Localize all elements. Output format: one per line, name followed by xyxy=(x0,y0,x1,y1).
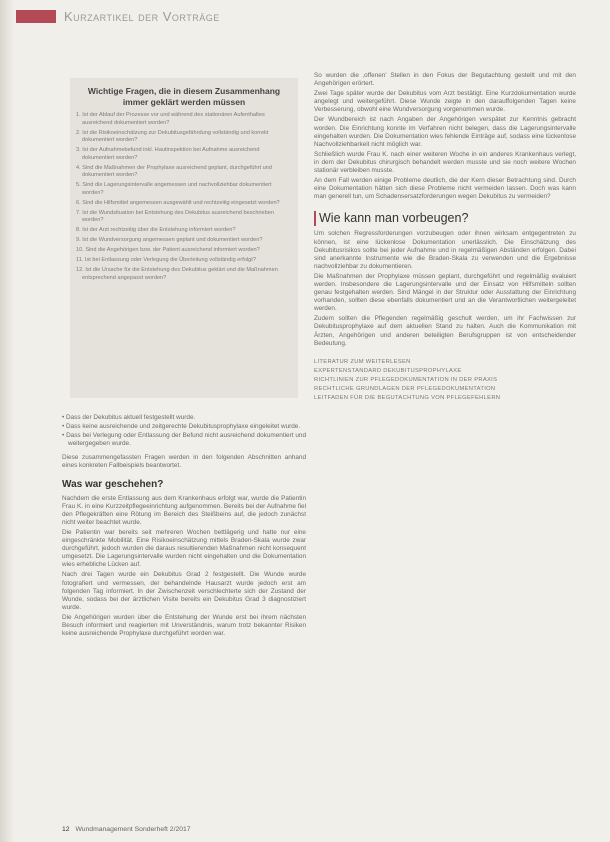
reference-list xyxy=(314,358,576,403)
body-paragraph: Die Maßnahmen der Prophylaxe müssen geplant, durchgeführt und regelmäßig evaluiert werden. Insbesondere die Lagerungsintervalle und der Einsatz von Hilfsmitteln sollten genau festgehalten werden. Sind Mängel in der Struktur oder Ausstattung der Einrichtung vorhanden, sollten diese ebenfalls dokumentiert und an die Verantwortlichen weitergeleitet werden. xyxy=(314,272,576,313)
body-paragraph: Um solchen Regressforderungen vorzubeugen oder ihnen wirksam entgegentreten zu können, ist eine lückenlose Dokumentation unerlässlich. Die Einschätzung des Dekubitusrisikos sollte bei jeder Aufnahme und in regelmäßigen Abständen erfolgen. Dabei sind anerkannte Instrumente wie die Braden-Skala zu verwenden und die Ergebnisse nachvollziehbar zu dokumentieren. xyxy=(314,230,576,270)
info-box-title: Wichtige Fragen, die in diesem Zusammenhang immer geklärt werden müssen xyxy=(87,86,281,107)
info-box-item: 11. Ist bei Entlassung oder Verlegung die Überleitung vollständig erfolgt? xyxy=(76,257,256,264)
body-paragraph: Nach drei Tagen wurde ein Dekubitus Grad 2 festgestellt. Die Wunde wurde fotografiert und vermessen, der behandelnde Hausarzt wurde jedoch erst am folgenden Tag informiert. In der Zwischenzeit verschlechterte sich der Zustand der Wunde, sodass bei der ärztlichen Visite bereits ein Dekubitus Grad 3 diagnostiziert wurde. xyxy=(62,571,306,611)
left-paragraphs xyxy=(62,495,306,639)
info-box-item: 9. Ist die Wundversorgung angemessen geplant und dokumentiert worden? xyxy=(76,237,263,244)
section-heading-prevention: Wie kann man vorbeugen? xyxy=(314,211,576,226)
body-paragraph: Zwei Tage später wurde der Dekubitus vom Arzt bestätigt. Eine Kurzdokumentation wurde angelegt und weitergeführt. Diese Wunde zeigte in den darauffolgenden Tagen keine Verbesserung, obwohl eine Wundversorgung vorgenommen wurde. xyxy=(314,90,576,114)
info-box-item: 5. Sind die Lagerungsintervalle angemessen und nachvollziehbar dokumentiert worden? xyxy=(76,182,272,196)
left-bullet-item: • Dass keine ausreichende und zeitgerechte Dekubitusprophylaxe eingeleitet wurde. xyxy=(62,423,306,431)
info-box-item: 2. Ist die Risikoeinschätzung zur Dekubitusgefährdung vollständig und korrekt dokumentiert worden? xyxy=(76,129,269,144)
body-paragraph: Nachdem die erste Entlassung aus dem Krankenhaus erfolgt war, wurde die Patientin Frau K. in eine Kurzzeitpflegeeinrichtung aufgenommen. Bereits bei der Aufnahme fiel den Pflegekräften eine Rötung im Bereich des Steißbeins auf, die jedoch zunächst nicht weiter beachtet wurde. xyxy=(62,494,306,526)
info-box-list xyxy=(76,112,292,285)
running-header: Kurzartikel der Vorträge xyxy=(64,9,220,24)
reference-item: RECHTLICHE GRUNDLAGEN DER PFLEGEDOKUMENTATION xyxy=(314,385,496,392)
right-paragraphs xyxy=(314,72,576,201)
left-column xyxy=(62,414,306,640)
info-box-item: 6. Sind die Hilfsmittel angemessen ausgewählt und rechtzeitig eingesetzt worden? xyxy=(76,199,280,206)
reference-item: EXPERTENSTANDARD DEKUBITUSPROPHYLAXE xyxy=(314,367,462,374)
right-paragraphs-prevention xyxy=(314,230,576,347)
left-bullet-item: • Dass der Dekubitus aktuell festgestellt wurde. xyxy=(62,414,306,422)
page-footer xyxy=(62,826,191,833)
body-paragraph: Zudem sollten die Pflegenden regelmäßig geschult werden, um ihr Fachwissen zur Dekubitusprophylaxe auf dem aktuellen Stand zu halten. Auch die Kommunikation mit Ärzten, Angehörigen und anderen beteiligten Berufsgruppen ist von entscheidender Bedeutung. xyxy=(314,315,576,347)
header-accent-bar xyxy=(16,10,56,23)
page-edge-shadow xyxy=(0,0,14,842)
info-box-item: 1. Ist der Ablauf der Prozesse vor und während des stationären Aufenthaltes ausreichend dokumentiert worden? xyxy=(76,112,265,126)
info-box-item: 7. Ist die Wundsituation bei Entstehung des Dekubitus ausreichend beschrieben worden? xyxy=(76,209,274,224)
info-box-item: 8. Ist der Arzt rechtzeitig über die Entstehung informiert worden? xyxy=(76,227,236,234)
reference-item: LEITFADEN FÜR DIE BEGUTACHTUNG VON PFLEGEFEHLERN xyxy=(314,394,501,401)
publication-name: Wundmanagement Sonderheft 2/2017 xyxy=(75,826,191,833)
right-column xyxy=(314,72,576,403)
body-paragraph: Der Wundbereich ist nach Angaben der Angehörigen verspätet zur Kenntnis gebracht worden. Die Einrichtung konnte im Verfahren nicht belegen, dass die Lagerungsintervalle eingehalten wurden. Die Dokumentation wies fehlende Einträge auf, sodass eine lückenlose Nachvollziehbarkeit nicht möglich war. xyxy=(314,116,576,148)
body-paragraph: So wurden die ‚offenen' Stellen in den Fokus der Begutachtung gestellt und mit den Angehörigen erörtert. xyxy=(314,72,576,88)
reference-item: RICHTLINIEN ZUR PFLEGEDOKUMENTATION IN DER PRAXIS xyxy=(314,376,498,383)
left-bullet-list xyxy=(62,414,306,448)
page-number: 12 xyxy=(62,826,70,833)
info-box-item: 12. Ist die Ursache für die Entstehung des Dekubitus geklärt und die Maßnahmen entsprechend angepasst worden? xyxy=(76,267,278,281)
body-paragraph: An dem Fall werden einige Probleme deutlich, die der Kern dieser Betrachtung sind. Durch eine Dokumentation hätten sich diese Probleme nicht vermeiden lassen. Doch was kann man generell tun, um Schadensersatzforderungen wegen Dekubitus zu vermeiden? xyxy=(314,177,576,201)
body-paragraph: Die Angehörigen wurden über die Entstehung der Wunde erst bei ihrem nächsten Besuch informiert und reagierten mit Unverständnis, warum trotz bekannter Risiken keine ausreichende Prophylaxe durchgeführt worden war. xyxy=(62,613,306,638)
reference-item: LITERATUR ZUM WEITERLESEN xyxy=(314,358,411,365)
section-heading-what-happened: Was war geschehen? xyxy=(62,478,164,490)
left-intro: Diese zusammengefassten Fragen werden in den folgenden Abschnitten anhand eines konkreten Fallbeispiels beantwortet. xyxy=(62,454,306,470)
body-paragraph: Schließlich wurde Frau K. nach einer weiteren Woche in ein anderes Krankenhaus verlegt, in dem der Dekubitus chirurgisch behandelt werden musste und sie noch weitere Wochen stationär verbleiben musste. xyxy=(314,150,576,175)
info-box-item: 10. Sind die Angehörigen bzw. der Patient ausreichend informiert worden? xyxy=(76,247,260,254)
info-box-item: 3. Ist der Aufnahmebefund inkl. Hautinspektion bei Aufnahme ausreichend dokumentiert worden? xyxy=(76,147,260,161)
left-bullet-item: • Dass bei Verlegung oder Entlassung der Befund nicht ausreichend dokumentiert und weitergegeben wurde. xyxy=(62,432,306,448)
body-paragraph: Die Patientin war bereits seit mehreren Wochen bettlägerig und hatte nur eine eingeschränkte Mobilität. Eine Risikoeinschätzung mittels Braden-Skala wurde zwar durchgeführt, jedoch wurden die daraus resultierenden Maßnahmen nicht konsequent umgesetzt. Die Lagerungsintervalle wurden nicht eingehalten und die Dokumentation wies erhebliche Lücken auf. xyxy=(62,528,306,569)
info-box-item: 4. Sind die Maßnahmen der Prophylaxe ausreichend geplant, durchgeführt und dokumentiert worden? xyxy=(76,164,272,179)
